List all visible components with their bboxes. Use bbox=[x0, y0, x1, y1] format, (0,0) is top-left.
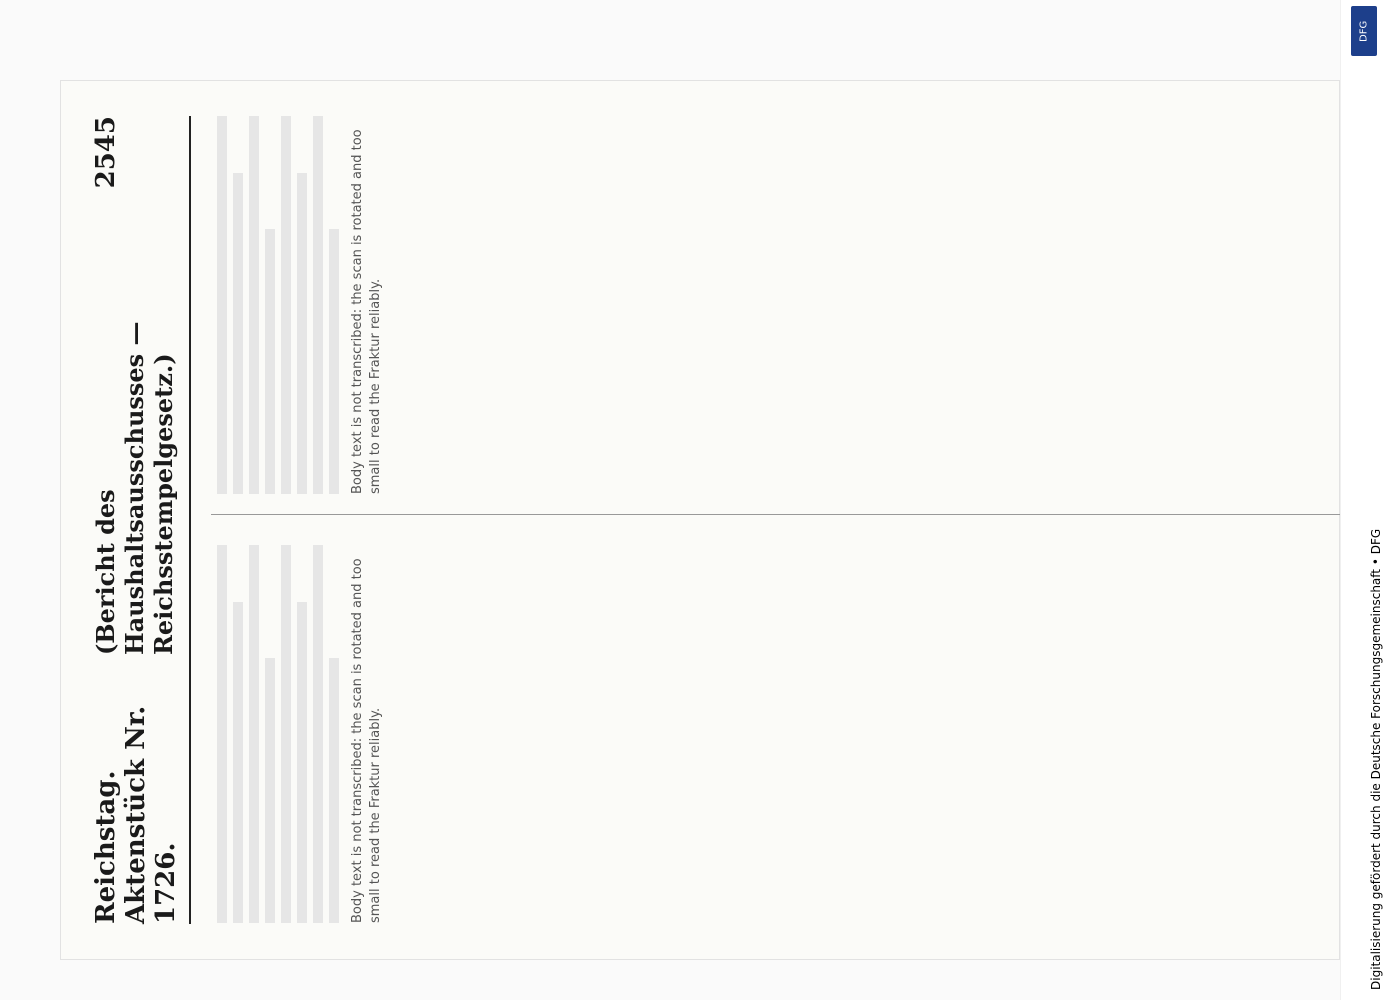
text-line-placeholder bbox=[281, 116, 291, 494]
text-line-placeholder bbox=[313, 545, 323, 923]
text-line-placeholder bbox=[297, 602, 307, 923]
text-line-placeholder bbox=[233, 602, 243, 923]
text-column-left bbox=[211, 545, 1349, 924]
text-line-placeholder bbox=[249, 545, 259, 923]
text-line-placeholder bbox=[233, 173, 243, 494]
text-line-placeholder bbox=[297, 173, 307, 494]
text-line-placeholder bbox=[329, 658, 339, 923]
digitization-margin-strip bbox=[1340, 0, 1383, 1000]
text-line-placeholder bbox=[249, 116, 259, 494]
dfg-logo-icon: DFG bbox=[1351, 6, 1377, 56]
header-center: (Bericht des Haushaltsausschusses — Reichsstempelgesetz.) bbox=[91, 321, 178, 656]
text-line-placeholder bbox=[217, 545, 227, 923]
rotated-document-page bbox=[60, 80, 1340, 960]
column-transcription-note: Body text is not transcribed: the scan is rotated and too small to read the Fraktur reliably. bbox=[350, 129, 383, 494]
text-line-placeholder bbox=[265, 229, 275, 494]
text-line-placeholder bbox=[265, 658, 275, 923]
text-line-placeholder bbox=[217, 116, 227, 494]
page-header bbox=[91, 116, 191, 924]
header-left: Reichstag. Aktenstück Nr. 1726. bbox=[91, 705, 181, 924]
text-columns bbox=[211, 116, 1349, 924]
page-number: 2545 bbox=[91, 116, 121, 189]
text-column-right bbox=[211, 116, 1349, 515]
text-line-placeholder bbox=[313, 116, 323, 494]
digitization-credit-text: Digitalisierung gefördert durch die Deutsche Forschungsgemeinschaft • DFG bbox=[1369, 528, 1383, 990]
column-transcription-note: Body text is not transcribed: the scan is rotated and too small to read the Fraktur reliably. bbox=[350, 558, 383, 923]
text-line-placeholder bbox=[329, 229, 339, 494]
text-line-placeholder bbox=[281, 545, 291, 923]
